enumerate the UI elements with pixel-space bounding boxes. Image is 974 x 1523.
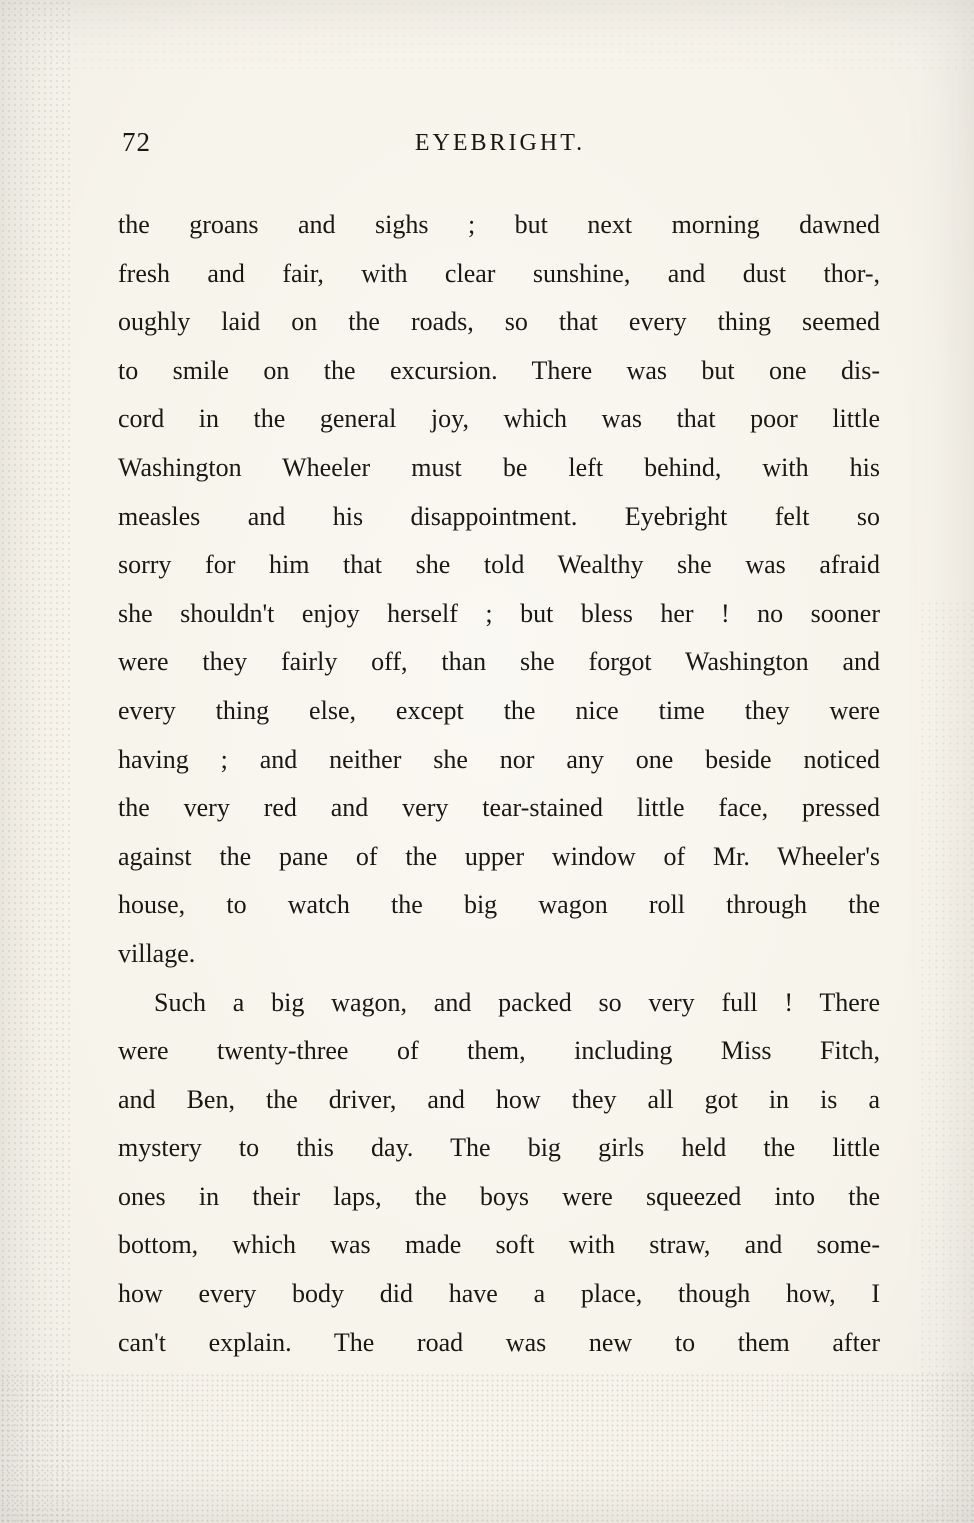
text-block	[118, 201, 880, 1367]
text-line: measles and his disappointment. Eyebright felt so	[118, 501, 880, 531]
text-line: Washington Wheeler must be left behind, with his	[118, 452, 880, 482]
page-number: 72	[122, 127, 151, 157]
text-line: against the pane of the upper window of Mr. Wheeler's	[118, 841, 880, 871]
text-line: sorry for him that she told Wealthy she was afraid	[118, 550, 880, 580]
paragraph	[118, 979, 880, 1368]
text-line: how every body did have a place, though how, I	[118, 1279, 880, 1309]
text-line: house, to watch the big wagon roll through the	[118, 890, 880, 920]
text-line: fresh and fair, with clear sunshine, and dust thor-,	[118, 258, 880, 288]
text-line: mystery to this day. The big girls held the little	[118, 1133, 880, 1163]
text-line: the very red and very tear-stained little face, pressed	[118, 793, 880, 823]
text-line: cord in the general joy, which was that poor little	[118, 404, 880, 434]
text-line: the groans and sighs ; but next morning dawned	[118, 210, 880, 239]
running-head: EYEBRIGHT.	[414, 130, 586, 156]
text-line: ones in their laps, the boys were squeezed into the	[118, 1181, 880, 1211]
paper-texture-top	[0, 0, 974, 70]
text-line: having ; and neither she nor any one beside noticed	[118, 744, 880, 774]
text-line: village.	[118, 938, 196, 968]
paper-texture-right	[919, 600, 974, 1523]
text-line: were they fairly off, than she forgot Washington and	[118, 647, 880, 677]
text-line: were twenty-three of them, including Miss Fitch,	[118, 1036, 880, 1066]
text-line: every thing else, except the nice time they were	[118, 695, 880, 725]
text-line: to smile on the excursion. There was but one dis-	[118, 355, 880, 385]
text-line: and Ben, the driver, and how they all got in is a	[118, 1084, 880, 1114]
paper-texture-bottom	[0, 1373, 974, 1523]
text-line: can't explain. The road was new to them after	[118, 1327, 880, 1357]
paper-texture-left	[0, 0, 70, 1523]
text-line: bottom, which was made soft with straw, and some-	[118, 1230, 880, 1260]
paragraph	[118, 201, 880, 979]
page-header	[120, 127, 880, 163]
text-line: oughly laid on the roads, so that every thing seemed	[118, 307, 880, 337]
text-line: Such a big wagon, and packed so very full ! There	[154, 987, 880, 1017]
text-line: she shouldn't enjoy herself ; but bless her ! no sooner	[118, 598, 880, 628]
